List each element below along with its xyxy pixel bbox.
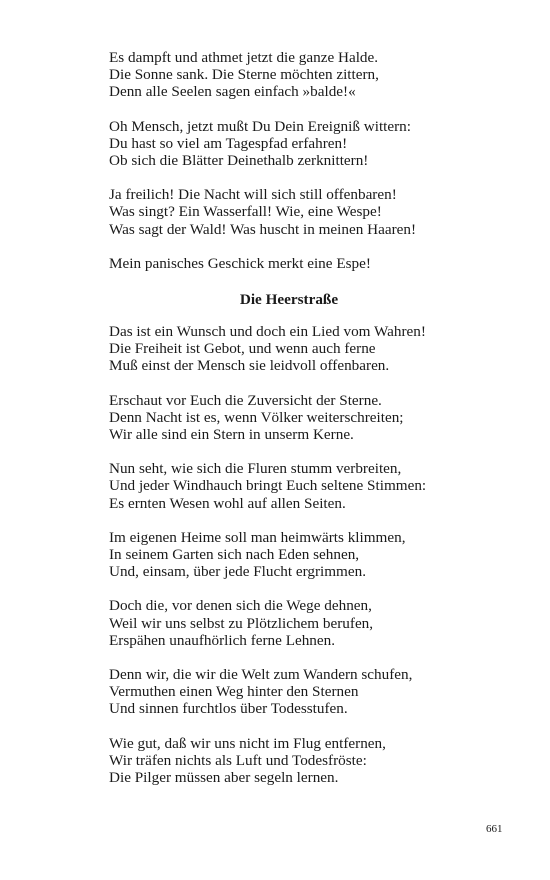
- verse-line: Mein panisches Geschick merkt eine Espe!: [109, 254, 371, 272]
- verse-line: Weil wir uns selbst zu Plötzlichem berufen,: [109, 614, 374, 632]
- verse-line: Nun seht, wie sich die Fluren stumm verbreiten,: [109, 460, 402, 478]
- verse-line: Erspähen unaufhörlich ferne Lehnen.: [109, 631, 336, 649]
- stanza: [109, 323, 509, 375]
- stanza: [109, 255, 509, 272]
- stanza: [109, 118, 509, 170]
- poem-one: [109, 49, 509, 272]
- poem-title: Die Heerstraße: [239, 291, 339, 309]
- verse-line: Und sinnen furchtlos über Todesstufen.: [109, 700, 348, 718]
- stanza: [109, 186, 509, 238]
- page-number: 661: [486, 823, 503, 835]
- stanza-gap: [109, 238, 509, 255]
- verse-line: Denn alle Seelen sagen einfach »balde!«: [109, 83, 356, 101]
- verse-line: Ja freilich! Die Nacht will sich still offenbaren!: [109, 186, 397, 204]
- stanza-gap: [109, 101, 509, 118]
- stanza-gap: [109, 375, 509, 392]
- verse-line: Wir träfen nichts als Luft und Todesfröste:: [109, 751, 367, 769]
- stanza: [109, 529, 509, 581]
- stanza-gap: [109, 580, 509, 597]
- verse-line: Wir alle sind ein Stern in unserm Kerne.: [109, 426, 354, 444]
- page-body: [109, 49, 509, 786]
- verse-line: Du hast so viel am Tagespfad erfahren!: [109, 134, 348, 152]
- stanza-gap: [109, 443, 509, 460]
- verse-line: Erschaut vor Euch die Zuversicht der Sterne.: [109, 391, 382, 409]
- verse-line: Oh Mensch, jetzt mußt Du Dein Ereigniß wittern:: [109, 117, 411, 135]
- verse-line: Im eigenen Heime soll man heimwärts klimmen,: [109, 528, 406, 546]
- verse-line: Die Freiheit ist Gebot, und wenn auch ferne: [109, 340, 376, 358]
- stanza: [109, 392, 509, 444]
- verse-line: Wie gut, daß wir uns nicht im Flug entfernen,: [109, 734, 386, 752]
- verse-line: Und, einsam, über jede Flucht ergrimmen.: [109, 563, 367, 581]
- verse-line: Und jeder Windhauch bringt Euch seltene Stimmen:: [109, 477, 427, 495]
- verse-line: Die Sonne sank. Die Sterne möchten zittern,: [109, 66, 379, 84]
- verse-line: In seinem Garten sich nach Eden sehnen,: [109, 546, 360, 564]
- stanza-gap: [109, 649, 509, 666]
- verse-line: Ob sich die Blätter Deinethalb zerknittern!: [109, 152, 369, 170]
- stanza: [109, 460, 509, 512]
- verse-line: Denn Nacht ist es, wenn Völker weiterschreiten;: [109, 408, 404, 426]
- verse-line: Es dampft und athmet jetzt die ganze Halde.: [109, 49, 379, 66]
- stanza-gap: [109, 718, 509, 735]
- stanza-gap: [109, 512, 509, 529]
- stanza: [109, 666, 509, 718]
- verse-line: Denn wir, die wir die Welt zum Wandern schufen,: [109, 666, 413, 684]
- stanza: [109, 49, 509, 101]
- verse-line: Doch die, vor denen sich die Wege dehnen,: [109, 597, 372, 615]
- stanza: [109, 597, 509, 649]
- verse-line: Das ist ein Wunsch und doch ein Lied vom Wahren!: [109, 323, 426, 341]
- stanza: [109, 735, 509, 787]
- verse-line: Muß einst der Mensch sie leidvoll offenbaren.: [109, 357, 390, 375]
- verse-line: Was sagt der Wald! Was huscht in meinen Haaren!: [109, 220, 417, 238]
- verse-line: Vermuthen einen Weg hinter den Sternen: [109, 683, 359, 701]
- poem-two: [109, 323, 509, 786]
- verse-line: Es ernten Wesen wohl auf allen Seiten.: [109, 494, 346, 512]
- verse-line: Die Pilger müssen aber segeln lernen.: [109, 769, 339, 787]
- verse-line: Was singt? Ein Wasserfall! Wie, eine Wespe!: [109, 203, 382, 221]
- stanza-gap: [109, 169, 509, 186]
